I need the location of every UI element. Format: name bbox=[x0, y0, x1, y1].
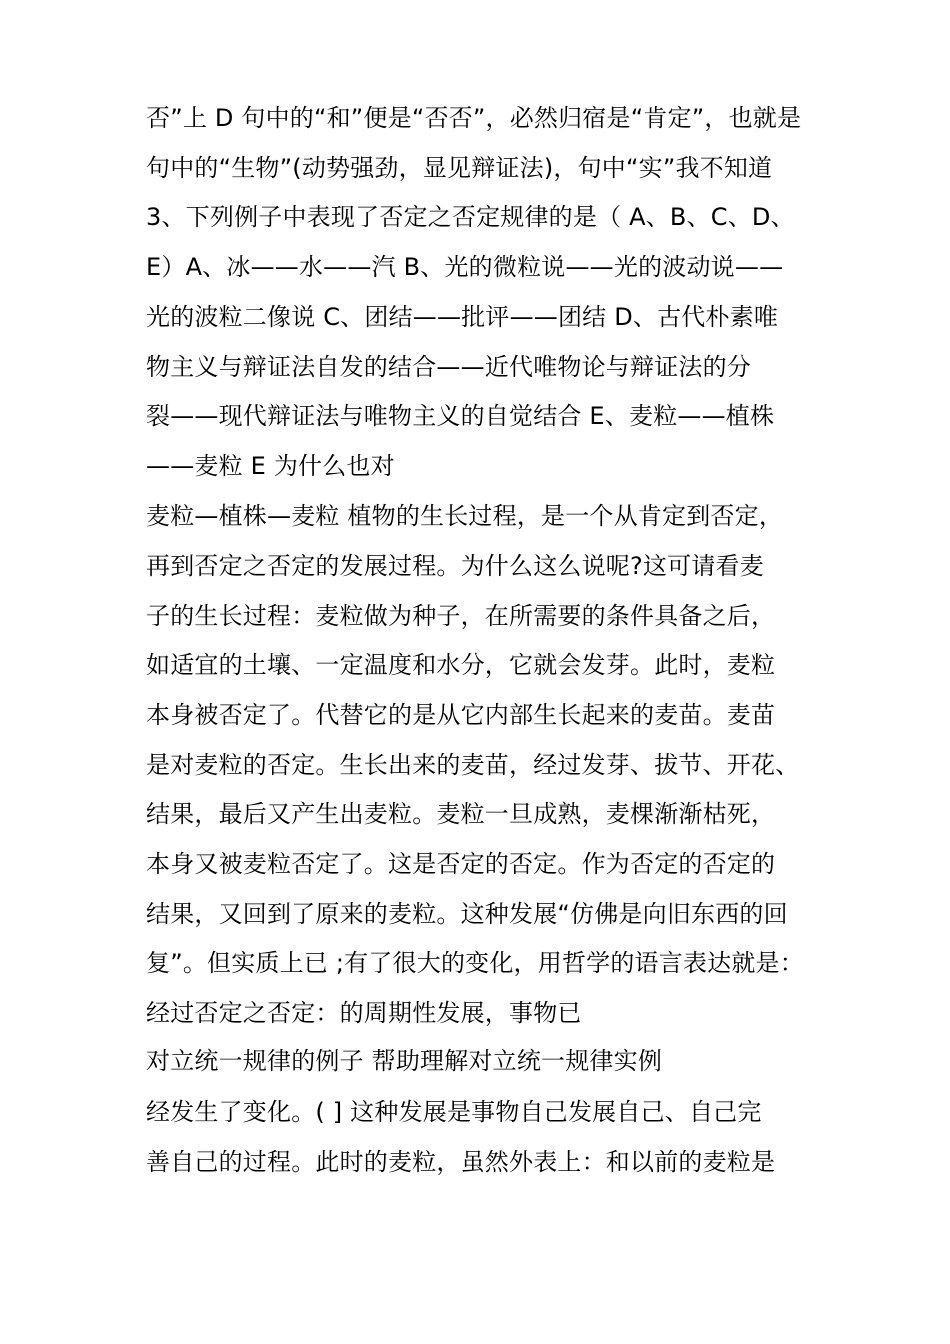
text-line: 复”。但实质上已 ;有了很大的变化，用哲学的语言表达就是： bbox=[146, 949, 804, 977]
text-line: 如适宜的土壤、一定温度和水分，它就会发芽。此时，麦粒 bbox=[146, 651, 776, 679]
text-line: 否”上 D 句中的“和”便是“否否”，必然归宿是“肯定”，也就是 bbox=[146, 104, 802, 132]
text-line: 经发生了变化。( ] 这种发展是事物自己发展自己、自己完 bbox=[146, 1098, 762, 1126]
text-line: E）A、冰——水——汽 B、光的微粒说——光的波动说—— bbox=[146, 253, 784, 281]
text-line: 光的波粒二像说 C、团结——批评——团结 D、古代朴素唯 bbox=[146, 303, 779, 331]
text-line: 麦粒—植株—麦粒 植物的生长过程，是一个从肯定到否定， bbox=[146, 502, 784, 530]
text-line: ——麦粒 E 为什么也对 bbox=[146, 452, 395, 480]
text-line: 本身被否定了。代替它的是从它内部生长起来的麦苗。麦苗 bbox=[146, 701, 776, 729]
text-line: 子的生长过程：麦粒做为种子，在所需要的条件具备之后， bbox=[146, 602, 776, 630]
text-line: 结果，最后又产生出麦粒。麦粒一旦成熟，麦棵渐渐枯死， bbox=[146, 800, 776, 828]
text-line: 对立统一规律的例子 帮助理解对立统一规律实例 bbox=[146, 1047, 663, 1075]
text-line: 经过否定之否定：的周期性发展，事物已 bbox=[146, 999, 582, 1027]
text-line: 本身又被麦粒否定了。这是否定的否定。作为否定的否定的 bbox=[146, 850, 776, 878]
text-line: 再到否定之否定的发展过程。为什么这么说呢?这可请看麦 bbox=[146, 552, 764, 580]
text-line: 句中的“生物”(动势强劲，显见辩证法)，句中“实”我不知道 bbox=[146, 154, 773, 182]
text-line: 3、下列例子中表现了否定之否定规律的是（ A、B、C、D、 bbox=[146, 203, 795, 231]
text-line: 善自己的过程。此时的麦粒，虽然外表上：和以前的麦粒是 bbox=[146, 1148, 776, 1176]
text-line: 裂——现代辩证法与唯物主义的自觉结合 E、麦粒——植株 bbox=[146, 402, 775, 430]
text-line: 物主义与辩证法自发的结合——近代唯物论与辩证法的分 bbox=[146, 353, 751, 381]
text-line: 是对麦粒的否定。生长出来的麦苗，经过发芽、拔节、开花、 bbox=[146, 751, 800, 779]
text-line: 结果，又回到了原来的麦粒。这种发展“仿佛是向旧东西的回 bbox=[146, 900, 788, 928]
